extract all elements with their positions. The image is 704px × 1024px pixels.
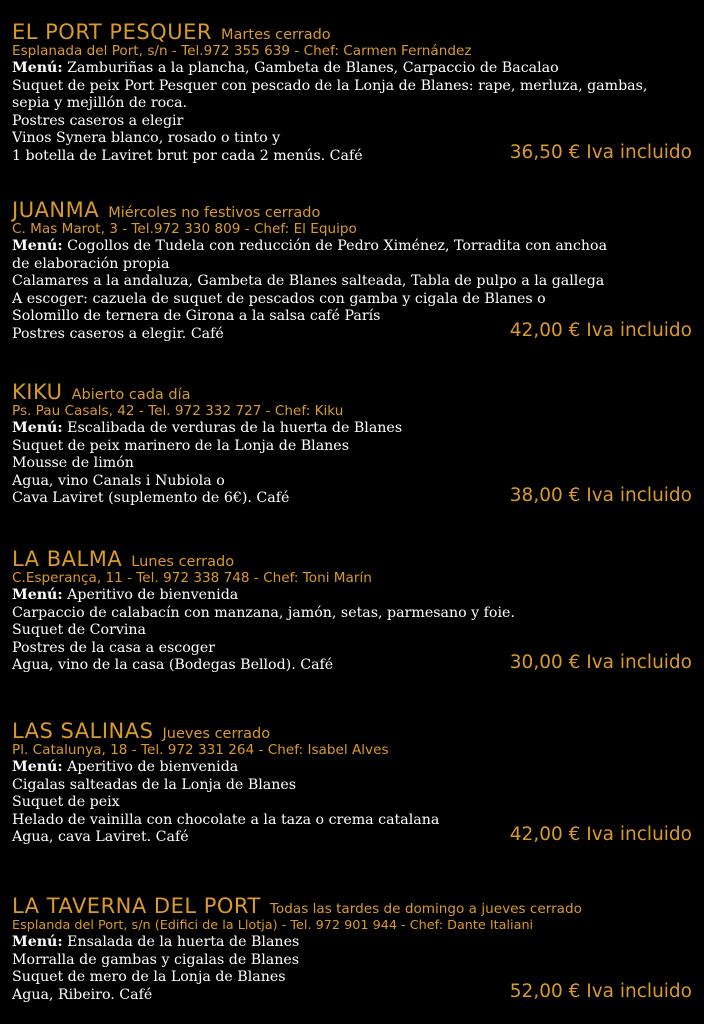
closing-day: Abierto cada día — [71, 387, 191, 403]
menu-price: 36,50 € Iva incluido — [509, 142, 692, 163]
menu-line: Agua, vino Canals i Nubiola o — [12, 472, 225, 489]
menu-line: Postres caseros a elegir — [12, 112, 184, 129]
menu-line: Agua, vino de la casa (Bodegas Bellod). Café — [12, 657, 334, 674]
menu-price: 52,00 € Iva incluido — [509, 981, 692, 1002]
menu-line-text: Escalibada de verduras de la huerta de Blanes — [67, 420, 403, 436]
menu-line — [12, 238, 696, 256]
closing-day: Jueves cerrado — [162, 726, 271, 742]
restaurant-header — [12, 199, 696, 221]
menu-line: Helado de vainilla con chocolate a la taza o crema catalana — [12, 811, 440, 828]
menu-line: Agua, Ribeiro. Café — [12, 986, 153, 1003]
menu-line — [12, 934, 696, 952]
menu-line-text: Cogollos de Tudela con reducción de Pedro Ximénez, Torradita con anchoa — [67, 238, 608, 254]
menu-line: Cigalas salteadas de la Lonja de Blanes — [12, 776, 297, 793]
restaurant-name: KIKU — [12, 380, 63, 404]
closing-day: Lunes cerrado — [131, 554, 235, 570]
restaurant-name: EL PORT PESQUER — [12, 20, 212, 44]
menu-line: Agua, cava Laviret. Café — [12, 829, 189, 846]
menu-line — [12, 60, 696, 78]
menu-label: Menú: — [12, 587, 63, 603]
menu-price: 38,00 € Iva incluido — [509, 485, 692, 506]
restaurant-address: Ps. Pau Casals, 42 - Tel. 972 332 727 - Chef: Kiku — [12, 403, 344, 419]
menu-label: Menú: — [12, 60, 63, 76]
menu-line: A escoger: cazuela de suquet de pescados con gamba y cigala de Blanes o — [12, 290, 546, 307]
menu-line: Suquet de Corvina — [12, 622, 146, 639]
menu-label: Menú: — [12, 420, 63, 436]
menu-price: 42,00 € Iva incluido — [509, 320, 692, 341]
menu-line: de elaboración propia — [12, 255, 170, 272]
menu-label: Menú: — [12, 238, 63, 254]
menu-line — [12, 420, 696, 438]
restaurant-address: Esplanda del Port, s/n (Edifici de la Llotja) - Tel. 972 901 944 - Chef: Dante Italiani — [12, 918, 534, 933]
menu-line: Solomillo de ternera de Girona a la salsa café París — [12, 308, 381, 325]
menu-line: Cava Laviret (suplemento de 6€). Café — [12, 490, 290, 507]
restaurant-name: LAS SALINAS — [12, 719, 154, 743]
restaurant-address: C.Esperança, 11 - Tel. 972 338 748 - Chef: Toni Marín — [12, 570, 372, 586]
restaurant-header — [12, 381, 696, 403]
menu-line-text: Aperitivo de bienvenida — [67, 759, 239, 775]
menu-line: Postres de la casa a escoger — [12, 639, 216, 656]
menu-line: Carpaccio de calabacín con manzana, jamón, setas, parmesano y foie. — [12, 604, 515, 621]
menu-price: 30,00 € Iva incluido — [509, 652, 692, 673]
closing-day: Todas las tardes de domingo a jueves cerrado — [269, 901, 582, 917]
menu-line-text: Aperitivo de bienvenida — [67, 587, 239, 603]
restaurant-address: Esplanada del Port, s/n - Tel.972 355 639 - Chef: Carmen Fernández — [12, 43, 472, 59]
menu-line — [12, 759, 696, 777]
menu-line: Morralla de gambas y cigalas de Blanes — [12, 951, 300, 968]
menu-line-text: Zamburiñas a la plancha, Gambeta de Blanes, Carpaccio de Bacalao — [67, 60, 559, 76]
restaurant-header — [12, 548, 696, 570]
menu-line: sepia y mejillón de roca. — [12, 95, 188, 112]
menu-price: 42,00 € Iva incluido — [509, 824, 692, 845]
menu-line: Suquet de peix marinero de la Lonja de Blanes — [12, 437, 349, 454]
menu-line: Suquet de peix — [12, 794, 120, 811]
restaurant-name: JUANMA — [12, 198, 100, 222]
restaurant-header — [12, 895, 696, 917]
restaurant-header — [12, 21, 696, 43]
menu-line: 1 botella de Laviret brut por cada 2 menús. Café — [12, 147, 363, 164]
menu-label: Menú: — [12, 934, 63, 950]
menu-label: Menú: — [12, 759, 63, 775]
restaurant-name: LA TAVERNA DEL PORT — [12, 894, 261, 918]
restaurant-address: Pl. Catalunya, 18 - Tel. 972 331 264 - Chef: Isabel Alves — [12, 742, 389, 758]
restaurant-header — [12, 720, 696, 742]
closing-day: Martes cerrado — [221, 27, 331, 43]
menu-line: Vinos Synera blanco, rosado o tinto y — [12, 130, 281, 147]
menu-line: Calamares a la andaluza, Gambeta de Blanes salteada, Tabla de pulpo a la gallega — [12, 273, 605, 290]
restaurant-address: C. Mas Marot, 3 - Tel.972 330 809 - Chef: El Equipo — [12, 221, 357, 237]
restaurant-name: LA BALMA — [12, 547, 123, 571]
menu-line: Suquet de peix Port Pesquer con pescado de la Lonja de Blanes: rape, merluza, gambas, — [12, 77, 648, 94]
menu-line: Suquet de mero de la Lonja de Blanes — [12, 969, 286, 986]
closing-day: Miércoles no festivos cerrado — [108, 205, 321, 221]
menu-line: Mousse de limón — [12, 455, 134, 472]
menu-line — [12, 587, 696, 605]
menu-line-text: Ensalada de la huerta de Blanes — [67, 934, 300, 950]
menu-line: Postres caseros a elegir. Café — [12, 325, 224, 342]
